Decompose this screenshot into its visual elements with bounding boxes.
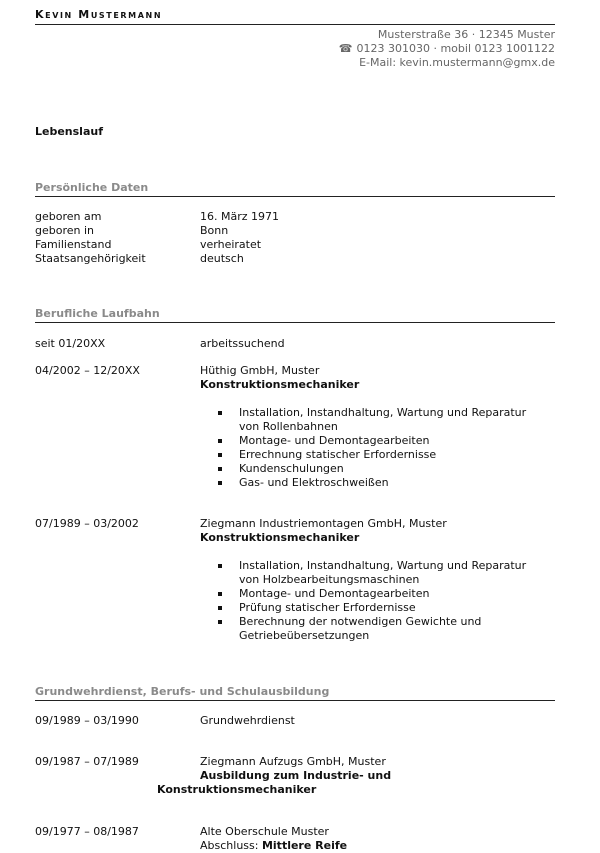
telephone-icon: ☎: [338, 42, 353, 55]
education-title: Grundwehrdienst: [200, 714, 295, 727]
career-role: Konstruktionsmechaniker: [200, 531, 360, 544]
education-detail: Konstruktionsmechaniker: [157, 783, 317, 796]
education-detail: [200, 839, 555, 853]
personal-label: Familienstand: [35, 238, 112, 251]
task-text: Kundenschulungen: [239, 462, 344, 475]
task-text: Montage- und Demontagearbeiten: [239, 434, 430, 447]
career-employer: Ziegmann Industriemontagen GmbH, Muster: [200, 517, 447, 530]
detail-prefix: Abschluss:: [200, 839, 259, 852]
education-detail: Ausbildung zum Industrie- und: [200, 769, 392, 782]
personal-value: 16. März 1971: [200, 210, 280, 223]
task-list: [218, 559, 548, 643]
list-item: [218, 476, 548, 490]
career-employer: arbeitssuchend: [200, 337, 285, 350]
list-item: [218, 615, 548, 643]
task-text: Installation, Instandhaltung, Wartung und Reparatur von Holzbearbeitungsmaschinen: [239, 559, 527, 586]
education-title: Alte Oberschule Muster: [200, 825, 329, 838]
personal-label: geboren in: [35, 224, 95, 237]
bullet-icon: [218, 592, 222, 596]
education-detail-row: [157, 783, 557, 797]
task-text: Montage- und Demontagearbeiten: [239, 587, 430, 600]
task-list: [218, 406, 548, 490]
bullet-icon: [218, 606, 222, 610]
phone-line: [339, 42, 555, 56]
task-text: Installation, Instandhaltung, Wartung und Reparatur von Rollenbahnen: [239, 406, 527, 433]
list-item: [218, 559, 548, 587]
detail-value: Mittlere Reife: [261, 839, 348, 852]
email: E-Mail: kevin.mustermann@gmx.de: [359, 56, 555, 69]
list-item: [218, 587, 548, 601]
list-item: [218, 434, 548, 448]
address: Musterstraße 36 · 12345 Muster: [377, 28, 555, 41]
education-period: 09/1977 – 08/1987: [35, 825, 139, 838]
section-heading-education: Grundwehrdienst, Berufs- und Schulausbildung: [35, 685, 555, 701]
phone-numbers: 0123 301030 · mobil 0123 1001122: [356, 42, 555, 55]
bullet-icon: [218, 467, 222, 471]
career-period: 07/1989 – 03/2002: [35, 517, 139, 530]
bullet-icon: [218, 453, 222, 457]
contact-block: [339, 28, 555, 70]
bullet-icon: [218, 481, 222, 485]
applicant-name: Kevin Mustermann: [35, 8, 555, 25]
bullet-icon: [218, 564, 222, 568]
task-text: Prüfung statischer Erfordernisse: [239, 601, 416, 614]
task-text: Gas- und Elektroschweißen: [239, 476, 389, 489]
career-period: seit 01/20XX: [35, 337, 106, 350]
section-heading-career: Berufliche Laufbahn: [35, 307, 555, 323]
personal-value: deutsch: [200, 252, 244, 265]
career-employer: Hüthig GmbH, Muster: [200, 364, 320, 377]
bullet-icon: [218, 439, 222, 443]
career-period: 04/2002 – 12/20XX: [35, 364, 140, 377]
list-item: [218, 406, 548, 434]
personal-value: verheiratet: [200, 238, 262, 251]
task-text: Errechnung statischer Erfordernisse: [239, 448, 437, 461]
bullet-icon: [218, 411, 222, 415]
document-title: Lebenslauf: [35, 125, 103, 138]
personal-value: Bonn: [200, 224, 229, 237]
career-role: Konstruktionsmechaniker: [200, 378, 360, 391]
bullet-icon: [218, 620, 222, 624]
education-period: 09/1989 – 03/1990: [35, 714, 139, 727]
task-text: Berechnung der notwendigen Gewichte und Getriebeübersetzungen: [239, 615, 482, 642]
education-title: Ziegmann Aufzugs GmbH, Muster: [200, 755, 386, 768]
list-item: [218, 462, 548, 476]
section-heading-personal: Persönliche Daten: [35, 181, 555, 197]
list-item: [218, 448, 548, 462]
list-item: [218, 601, 548, 615]
education-period: 09/1987 – 07/1989: [35, 755, 139, 768]
personal-label: Staatsangehörigkeit: [35, 252, 146, 265]
personal-label: geboren am: [35, 210, 102, 223]
